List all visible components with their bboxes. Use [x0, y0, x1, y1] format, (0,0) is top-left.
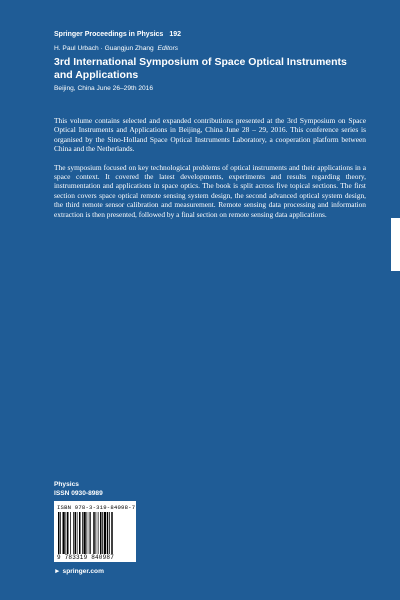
barcode-bar: [98, 512, 99, 554]
place-and-date: Beijing, China June 26–29th 2016: [54, 85, 153, 92]
blurb-paragraph-2: The symposium focused on key technological problems of optical instruments and their applications in a space context. It covered the latest developments, experiments and results regarding theory, instrumentation and applications in space optics. The book is split across five topical sections. The first section covers space optical remote sensing system design, the second advanced optical system design, the third remote sensor calibration and measurement. Remote sensing data processing and information extraction is then presented, followed by a final section on remote sensing data applications.: [54, 162, 366, 219]
barcode-bar: [87, 512, 88, 554]
editors-line: [54, 45, 178, 52]
barcode-bar: [70, 512, 71, 554]
barcode-bar: [73, 512, 74, 554]
barcode-bar: [111, 512, 113, 554]
arrow-icon: ►: [54, 568, 61, 575]
isbn-text: ISBN 978-3-319-84098-7: [57, 504, 136, 511]
editor-names: H. Paul Urbach · Guangjun Zhang: [54, 45, 154, 52]
book-title: 3rd International Symposium of Space Optical Instruments and Applications: [54, 56, 347, 81]
website-url[interactable]: springer.com: [62, 568, 104, 575]
barcode-digits: 9 783319 840987: [57, 554, 115, 561]
barcode-bar: [109, 512, 110, 554]
barcode-bar: [100, 512, 102, 554]
barcode-graphic: [57, 512, 133, 554]
subject-label: Physics: [54, 481, 79, 488]
barcode-bar: [96, 512, 97, 554]
barcode-bar: [58, 512, 60, 554]
barcode-bar: [79, 512, 81, 554]
barcode-box: [54, 501, 136, 562]
edge-tab-marker: [391, 218, 400, 271]
series-volume: 192: [169, 31, 182, 38]
barcode-bar: [67, 512, 69, 554]
barcode-bar: [102, 512, 103, 554]
series-name: Springer Proceedings in Physics: [54, 31, 164, 38]
barcode-bar: [89, 512, 90, 554]
barcode-bar: [84, 512, 86, 554]
barcode-bar: [82, 512, 83, 554]
publisher-website: [54, 568, 104, 575]
editors-role: Editors: [157, 45, 179, 52]
issn-label: ISSN 0930-8989: [54, 490, 103, 497]
barcode-bar: [104, 512, 106, 554]
barcode-bar: [63, 512, 65, 554]
barcode-bar: [90, 512, 91, 554]
barcode-bar: [93, 512, 95, 554]
barcode-bar: [75, 512, 77, 554]
series-line: [54, 31, 181, 38]
barcode-bar: [107, 512, 109, 554]
barcode-bar: [60, 512, 61, 554]
blurb-paragraph-1: This volume contains selected and expanded contributions presented at the 3rd Symposium on Space Optical Instruments and Applications in Beijing, China June 28 – 29, 2016. This conference series is organised by the Sino-Holland Space Optical Instruments Laboratory, a cooperation platform between China and the Netherlands.: [54, 116, 366, 154]
barcode-bar: [77, 512, 78, 554]
blurb: [54, 116, 366, 228]
barcode-bar: [66, 512, 67, 554]
